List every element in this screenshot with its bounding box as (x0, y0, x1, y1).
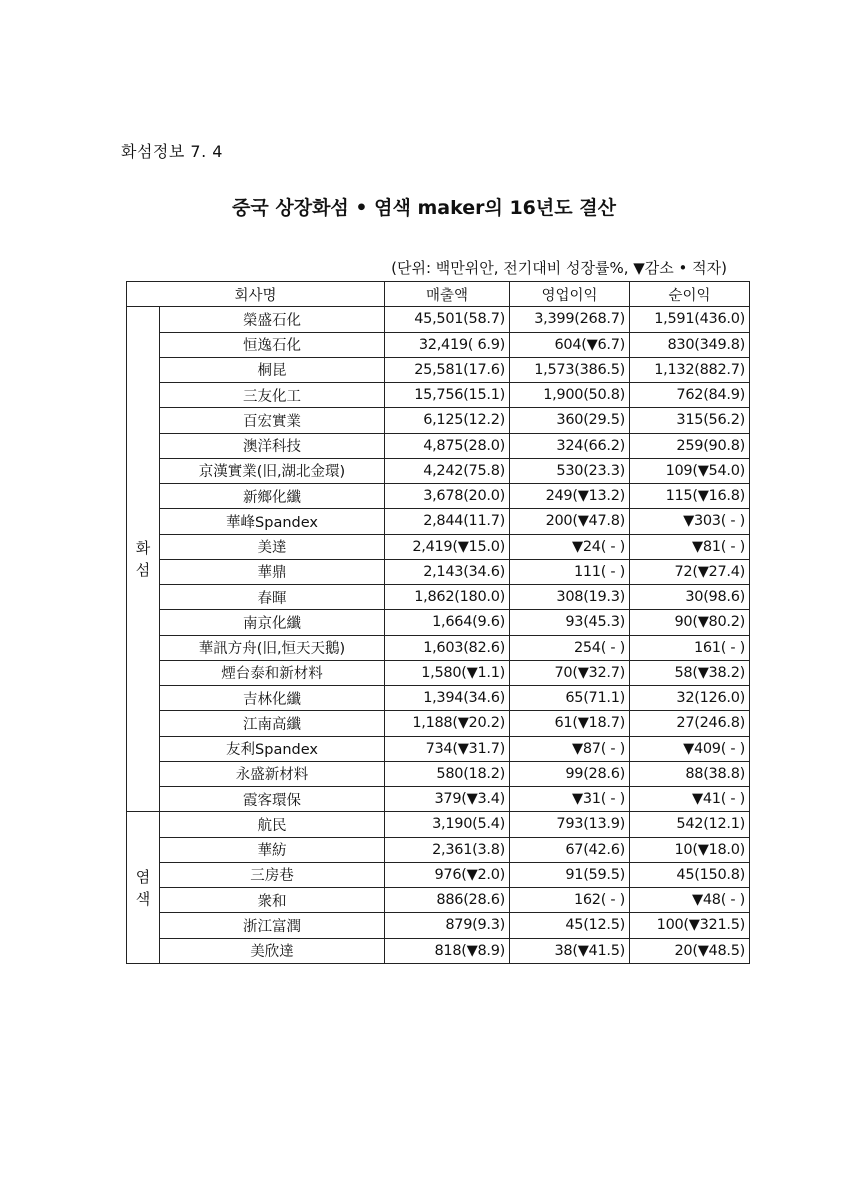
net-profit-value: ▼41( - ) (630, 787, 750, 812)
sales-value: 45,501(58.7) (385, 307, 510, 332)
column-header-net-profit: 순이익 (630, 282, 750, 307)
table-row (127, 332, 750, 357)
document-title: 중국 상장화섬 • 염색 maker의 16년도 결산 (232, 197, 616, 219)
operating-profit-value: 67(42.6) (510, 837, 630, 862)
company-name: 華鼎 (160, 559, 385, 584)
sales-value: 734(▼31.7) (385, 736, 510, 761)
table-row (127, 913, 750, 938)
company-name: 新鄉化纖 (160, 484, 385, 509)
net-profit-value: 109(▼54.0) (630, 458, 750, 483)
table-row (127, 509, 750, 534)
table-row (127, 635, 750, 660)
table-row (127, 307, 750, 332)
company-name: 京漢實業(旧,湖北金環) (160, 458, 385, 483)
column-header-operating-profit: 영업이익 (510, 282, 630, 307)
company-name: 吉林化纖 (160, 686, 385, 711)
operating-profit-value: 793(13.9) (510, 812, 630, 837)
table-row (127, 383, 750, 408)
table-row (127, 534, 750, 559)
net-profit-value: 58(▼38.2) (630, 660, 750, 685)
company-name: 三友化工 (160, 383, 385, 408)
net-profit-value: 762(84.9) (630, 383, 750, 408)
sales-value: 2,844(11.7) (385, 509, 510, 534)
sales-value: 1,188(▼20.2) (385, 711, 510, 736)
operating-profit-value: 1,900(50.8) (510, 383, 630, 408)
operating-profit-value: 45(12.5) (510, 913, 630, 938)
sales-value: 32,419( 6.9) (385, 332, 510, 357)
operating-profit-value: 1,573(386.5) (510, 357, 630, 382)
company-name: 澳洋科技 (160, 433, 385, 458)
table-row (127, 433, 750, 458)
net-profit-value: 10(▼18.0) (630, 837, 750, 862)
table-row (127, 408, 750, 433)
operating-profit-value: 308(19.3) (510, 585, 630, 610)
net-profit-value: ▼48( - ) (630, 888, 750, 913)
net-profit-value: 88(38.8) (630, 761, 750, 786)
net-profit-value: 90(▼80.2) (630, 610, 750, 635)
company-name: 美欣達 (160, 938, 385, 963)
company-name: 永盛新材料 (160, 761, 385, 786)
sales-value: 15,756(15.1) (385, 383, 510, 408)
company-name: 桐昆 (160, 357, 385, 382)
net-profit-value: ▼303( - ) (630, 509, 750, 534)
header-note: 화섬정보 7. 4 (121, 142, 223, 161)
sales-value: 976(▼2.0) (385, 862, 510, 887)
company-name: 恒逸石化 (160, 332, 385, 357)
operating-profit-value: 99(28.6) (510, 761, 630, 786)
unit-note: (단위: 백만위안, 전기대비 성장률%, ▼감소 • 적자) (391, 259, 727, 277)
company-name: 衆和 (160, 888, 385, 913)
operating-profit-value: 70(▼32.7) (510, 660, 630, 685)
table-row (127, 610, 750, 635)
operating-profit-value: ▼24( - ) (510, 534, 630, 559)
operating-profit-value: ▼31( - ) (510, 787, 630, 812)
table-row (127, 484, 750, 509)
operating-profit-value: 254( - ) (510, 635, 630, 660)
operating-profit-value: 200(▼47.8) (510, 509, 630, 534)
table-row (127, 888, 750, 913)
net-profit-value: 542(12.1) (630, 812, 750, 837)
sales-value: 379(▼3.4) (385, 787, 510, 812)
company-name: 華紡 (160, 837, 385, 862)
table-row (127, 686, 750, 711)
operating-profit-value: 604(▼6.7) (510, 332, 630, 357)
sales-value: 4,875(28.0) (385, 433, 510, 458)
company-name: 春暉 (160, 585, 385, 610)
net-profit-value: 72(▼27.4) (630, 559, 750, 584)
company-name: 浙江富潤 (160, 913, 385, 938)
net-profit-value: 20(▼48.5) (630, 938, 750, 963)
column-header-sales: 매출액 (385, 282, 510, 307)
company-name: 霞客環保 (160, 787, 385, 812)
net-profit-value: 32(126.0) (630, 686, 750, 711)
results-table (126, 281, 750, 964)
company-name: 美達 (160, 534, 385, 559)
sales-value: 3,678(20.0) (385, 484, 510, 509)
operating-profit-value: 530(23.3) (510, 458, 630, 483)
sales-value: 2,361(3.8) (385, 837, 510, 862)
sales-value: 2,143(34.6) (385, 559, 510, 584)
net-profit-value: ▼409( - ) (630, 736, 750, 761)
table-row (127, 938, 750, 963)
sales-value: 1,580(▼1.1) (385, 660, 510, 685)
net-profit-value: 1,591(436.0) (630, 307, 750, 332)
company-name: 三房巷 (160, 862, 385, 887)
sales-value: 1,664(9.6) (385, 610, 510, 635)
table-row (127, 711, 750, 736)
operating-profit-value: 360(29.5) (510, 408, 630, 433)
company-name: 華訊方舟(旧,恒天天鵝) (160, 635, 385, 660)
sales-value: 580(18.2) (385, 761, 510, 786)
sales-value: 1,603(82.6) (385, 635, 510, 660)
table-row (127, 812, 750, 837)
operating-profit-value: ▼87( - ) (510, 736, 630, 761)
sales-value: 818(▼8.9) (385, 938, 510, 963)
company-name: 百宏實業 (160, 408, 385, 433)
table-row (127, 458, 750, 483)
sales-value: 886(28.6) (385, 888, 510, 913)
column-header-company: 회사명 (127, 282, 385, 307)
table-row (127, 736, 750, 761)
table-row (127, 585, 750, 610)
net-profit-value: ▼81( - ) (630, 534, 750, 559)
company-name: 華峰Spandex (160, 509, 385, 534)
table-row (127, 837, 750, 862)
company-name: 江南高纖 (160, 711, 385, 736)
net-profit-value: 830(349.8) (630, 332, 750, 357)
net-profit-value: 45(150.8) (630, 862, 750, 887)
operating-profit-value: 38(▼41.5) (510, 938, 630, 963)
company-name: 航民 (160, 812, 385, 837)
sales-value: 1,394(34.6) (385, 686, 510, 711)
company-name: 榮盛石化 (160, 307, 385, 332)
net-profit-value: 315(56.2) (630, 408, 750, 433)
table-row (127, 357, 750, 382)
net-profit-value: 161( - ) (630, 635, 750, 660)
operating-profit-value: 93(45.3) (510, 610, 630, 635)
operating-profit-value: 91(59.5) (510, 862, 630, 887)
operating-profit-value: 249(▼13.2) (510, 484, 630, 509)
table-row (127, 761, 750, 786)
net-profit-value: 259(90.8) (630, 433, 750, 458)
net-profit-value: 27(246.8) (630, 711, 750, 736)
sales-value: 1,862(180.0) (385, 585, 510, 610)
operating-profit-value: 3,399(268.7) (510, 307, 630, 332)
table-row (127, 787, 750, 812)
table-row (127, 660, 750, 685)
operating-profit-value: 111( - ) (510, 559, 630, 584)
sales-value: 4,242(75.8) (385, 458, 510, 483)
net-profit-value: 1,132(882.7) (630, 357, 750, 382)
operating-profit-value: 61(▼18.7) (510, 711, 630, 736)
operating-profit-value: 162( - ) (510, 888, 630, 913)
net-profit-value: 100(▼321.5) (630, 913, 750, 938)
sales-value: 2,419(▼15.0) (385, 534, 510, 559)
company-name: 南京化纖 (160, 610, 385, 635)
group-label: 화 섬 (127, 307, 160, 812)
table-header-row (127, 282, 750, 307)
net-profit-value: 115(▼16.8) (630, 484, 750, 509)
sales-value: 6,125(12.2) (385, 408, 510, 433)
company-name: 友利Spandex (160, 736, 385, 761)
group-label: 염 색 (127, 812, 160, 964)
operating-profit-value: 65(71.1) (510, 686, 630, 711)
sales-value: 3,190(5.4) (385, 812, 510, 837)
table-row (127, 862, 750, 887)
operating-profit-value: 324(66.2) (510, 433, 630, 458)
table-body (127, 307, 750, 964)
net-profit-value: 30(98.6) (630, 585, 750, 610)
table-row (127, 559, 750, 584)
sales-value: 25,581(17.6) (385, 357, 510, 382)
company-name: 煙台泰和新材料 (160, 660, 385, 685)
sales-value: 879(9.3) (385, 913, 510, 938)
